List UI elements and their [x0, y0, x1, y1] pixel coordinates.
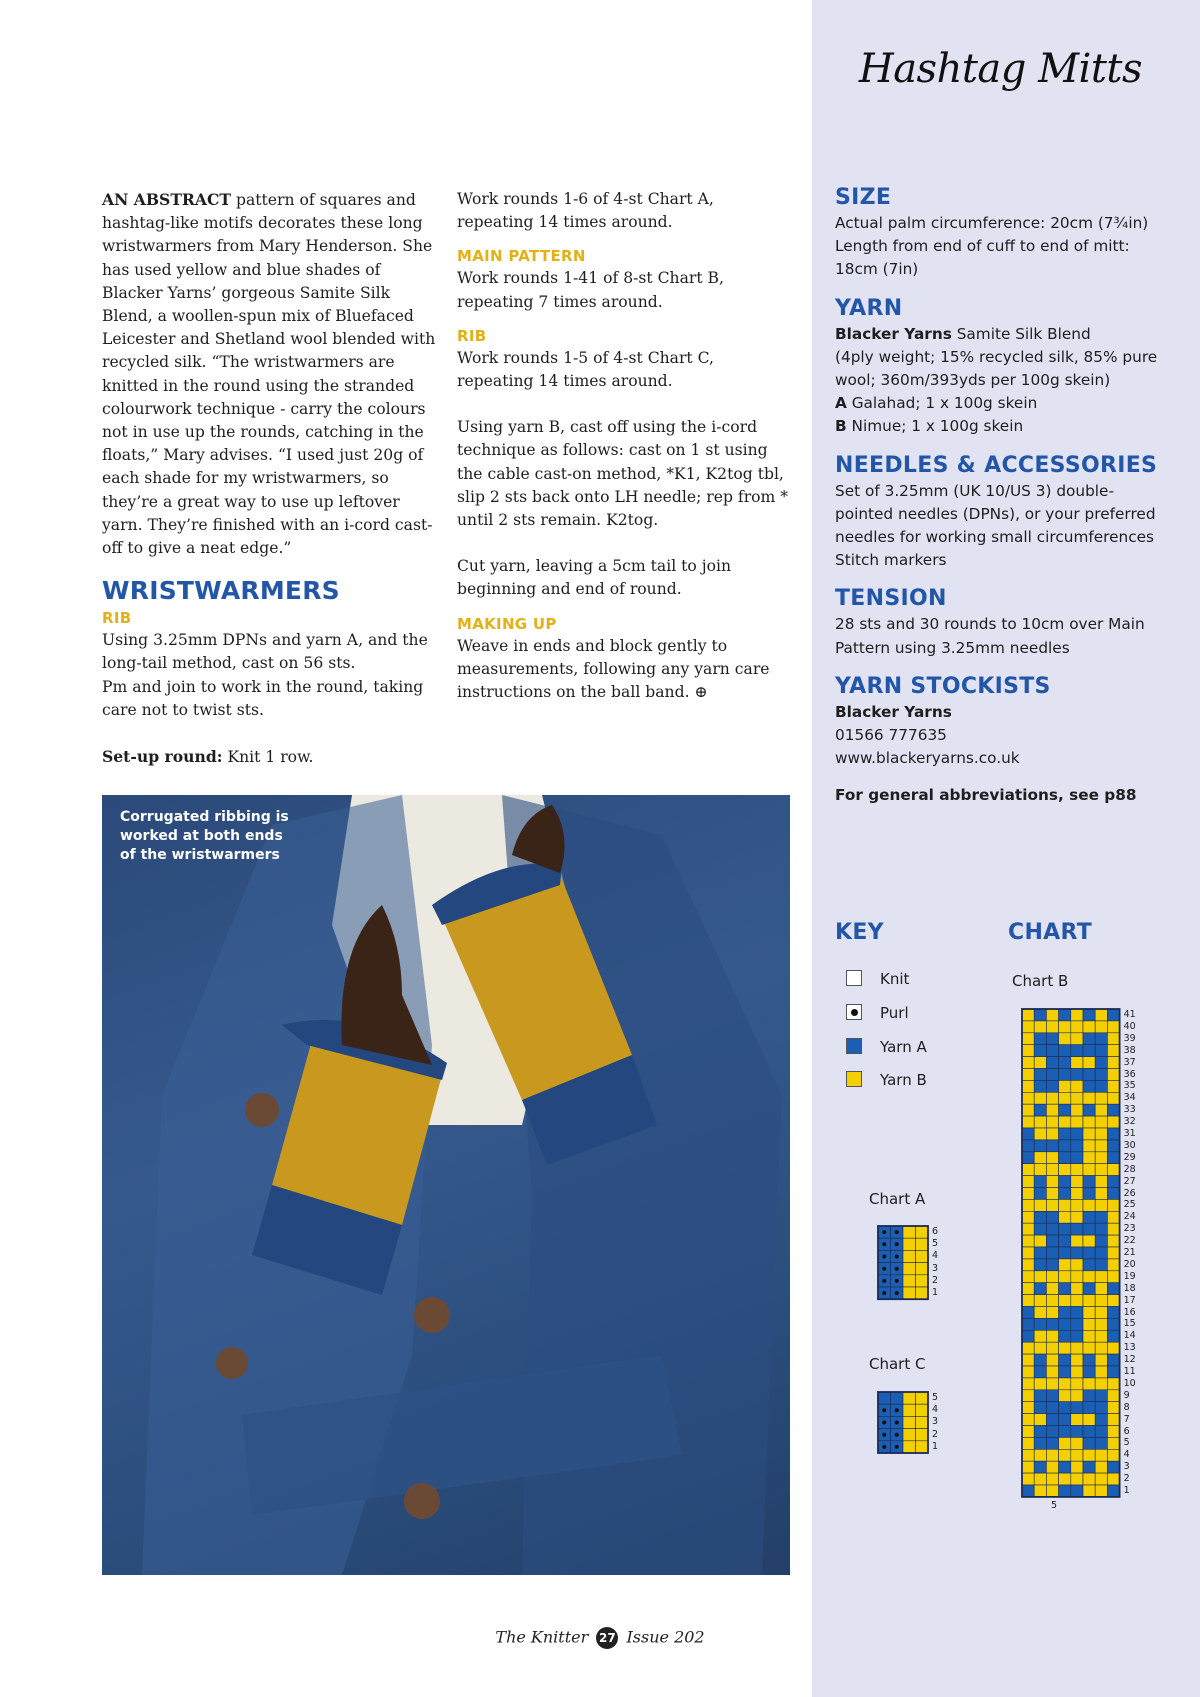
chart-b-row-label: 10 [1123, 1377, 1136, 1389]
cut-text: Cut yarn, leaving a 5cm tail to join beginning and end of round. [457, 557, 732, 599]
key-label: Knit [880, 970, 910, 988]
chart-b-row-label: 1 [1123, 1485, 1130, 1496]
intro-text: pattern of squares and hashtag-like motifs decorates these long wristwarmers from Mary Henderson. She has used yellow and blue shades of Blacker Yarns’ gorgeous Samite Silk Blend, a woollen-spun mix of Bluefaced Leicester and Shetland wool blended with recycled silk. “The wristwarmers are knitted in the round using the stranded colourwork technique - carry the colours not in use up the rounds, catching in the floats,” Mary advises. “I used just 20g of each shade for my wristwarmers, so they’re a great way to use up leftover yarn. They’re finished with an i-cord cast-off to give a neat edge.” [102, 191, 436, 558]
main-pattern-text: Work rounds 1-41 of 8-st Chart B, repeating 7 times around. [457, 269, 724, 311]
chart-b-row-label: 8 [1123, 1401, 1130, 1413]
chart-b-row-label: 7 [1123, 1413, 1130, 1425]
rib-heading-2: RIB [457, 326, 487, 345]
yarn-a-code: A [835, 394, 847, 413]
yarn-detail: (4ply weight; 15% recycled silk, 85% pure wool; 360m/393yds per 100g skein) [835, 347, 1158, 390]
chart-b-row-label: 31 [1123, 1128, 1136, 1139]
chart-b-row-label: 9 [1123, 1389, 1130, 1401]
chart-b-row-label: 22 [1123, 1235, 1136, 1247]
chart-b-row-label: 11 [1123, 1366, 1136, 1377]
abbreviations-note [835, 784, 1165, 807]
setup-round [102, 745, 436, 769]
chart-b-row-label: 33 [1123, 1104, 1136, 1116]
column-2 [457, 188, 795, 704]
page-footer [0, 1627, 1200, 1649]
needles-heading: NEEDLES & ACCESSORIES [835, 452, 1158, 478]
chart-a-instruction: Work rounds 1-6 of 4-st Chart A, repeating 14 times around. [457, 190, 714, 232]
making-up-text [457, 635, 795, 705]
page-number: 27 [596, 1627, 618, 1649]
chart-b-row-label: 35 [1123, 1080, 1136, 1092]
chart-b-row-label: 29 [1123, 1151, 1136, 1163]
key-heading: KEY [835, 920, 884, 945]
stockist-name [835, 701, 1165, 724]
abbreviations-note-text: For general abbreviations, see p88 [835, 786, 1137, 805]
section-heading: WRISTWARMERS [102, 576, 340, 606]
rib-text-2: Pm and join to work in the round, taking care not to twist sts. [102, 677, 424, 719]
sidebar-content [835, 184, 1165, 808]
stockist-phone: 01566 777635 [835, 726, 947, 745]
size-heading: SIZE [835, 185, 892, 210]
setup-label: Set-up round: [102, 747, 223, 767]
chart-b-row-label: 24 [1123, 1211, 1136, 1223]
chart-b-row-label: 25 [1123, 1199, 1136, 1211]
chart-c-row-label: 5 [932, 1392, 939, 1403]
chart-b-row-label: 12 [1123, 1354, 1136, 1366]
chart-c-row-label: 4 [932, 1404, 939, 1416]
column-1 [102, 188, 436, 769]
key-label: Yarn A [880, 1038, 927, 1056]
chart-a-row-label: 6 [932, 1226, 939, 1237]
intro-lead: AN ABSTRACT [102, 190, 231, 209]
chart-a-row-label: 4 [932, 1250, 939, 1262]
key-label: Purl [880, 1004, 909, 1022]
chart-a-label: Chart A [869, 1190, 926, 1208]
rib-heading: RIB [102, 609, 132, 628]
key-swatch [846, 1004, 862, 1020]
chart-b-row-label: 20 [1123, 1258, 1136, 1270]
chart-b-row-label: 26 [1123, 1187, 1136, 1199]
page-title: Hashtag Mitts [858, 46, 1142, 92]
needles-text: Set of 3.25mm (UK 10/US 3) double-pointed needles (DPNs), or your preferred needles for working small circumferences [835, 481, 1156, 547]
chart-c-label: Chart C [869, 1355, 926, 1373]
rib-text-1: Using 3.25mm DPNs and yarn A, and the long-tail method, cast on 56 sts. [102, 631, 428, 673]
yarn-a-text: Galahad; 1 x 100g skein [846, 394, 1038, 413]
stockist-name-text: Blacker Yarns [835, 702, 952, 721]
chart-b-row-label: 14 [1123, 1330, 1136, 1342]
chart-b-row-label: 27 [1123, 1175, 1136, 1187]
yarn-b-line [835, 415, 1165, 438]
chart-b-row-label: 38 [1123, 1044, 1136, 1056]
chart-heading: CHART [1008, 920, 1093, 945]
yarn-heading: YARN [835, 295, 903, 321]
making-up-body: Weave in ends and block gently to measurements, following any yarn care instructions on the ball band. [457, 636, 770, 702]
chart-b-row-label: 6 [1123, 1425, 1130, 1437]
chart-b-label: Chart B [1012, 972, 1069, 990]
tension-text: 28 sts and 30 rounds to 10cm over Main Pattern using 3.25mm needles [835, 615, 1145, 657]
chart-a-row-label: 3 [932, 1262, 939, 1274]
chart-b-row-label: 32 [1123, 1116, 1136, 1128]
chart-b-row-label: 15 [1123, 1318, 1136, 1330]
intro-paragraph [102, 188, 436, 560]
chart-b-row-label: 40 [1123, 1020, 1136, 1032]
chart-a-row-label: 1 [932, 1287, 939, 1298]
photo-caption: Corrugated ribbing is worked at both ends of the wristwarmers [120, 809, 289, 863]
chart-b-row-label: 5 [1123, 1437, 1130, 1449]
size-line-1: Actual palm circumference: 20cm (7¾in) [835, 214, 1149, 232]
main-pattern-heading: MAIN PATTERN [457, 247, 586, 266]
key-swatch [846, 1038, 862, 1054]
tension-heading: TENSION [835, 586, 947, 612]
chart-a-row-label: 5 [932, 1238, 939, 1250]
rib-text-3: Work rounds 1-5 of 4-st Chart C, repeating 14 times around. [457, 348, 714, 391]
chart-b-row-label: 13 [1123, 1342, 1136, 1354]
chart-b-row-label: 39 [1123, 1032, 1136, 1044]
end-mark-icon: ⊕ [694, 683, 708, 702]
magazine-name: The Knitter [495, 1627, 589, 1647]
chart-b-row-label: 4 [1123, 1449, 1130, 1461]
chart-b-row-label: 37 [1123, 1056, 1136, 1068]
chart-c-row-label: 3 [932, 1416, 939, 1428]
chart-b-row-label: 19 [1123, 1270, 1136, 1282]
chart-a-row-label: 2 [932, 1274, 939, 1286]
stockists-heading: YARN STOCKISTS [835, 673, 1051, 699]
chart-b-row-label: 28 [1123, 1163, 1136, 1175]
chart-b-row-label: 18 [1123, 1282, 1136, 1294]
chart-b-stitch-label: 5 [1051, 1500, 1058, 1511]
needles-text-2: Stitch markers [835, 551, 947, 570]
yarn-line [835, 323, 1165, 346]
chart-b-row-label: 16 [1123, 1306, 1136, 1318]
chart-b-row-label: 41 [1123, 1009, 1136, 1020]
chart-c-row-label: 1 [932, 1440, 939, 1452]
chart-c-row-label: 2 [932, 1428, 939, 1440]
key-swatch [846, 1071, 862, 1087]
chart-b-row-label: 2 [1123, 1473, 1130, 1485]
making-up-heading: MAKING UP [457, 614, 557, 633]
chart-b-row-label: 30 [1123, 1139, 1136, 1151]
castoff-text: Using yarn B, cast off using the i-cord technique as follows: cast on 1 st using the cable cast-on method, *K1, K2tog tbl, slip 2 sts back onto LH needle; rep from * until 2 sts remain. K2tog. [457, 418, 789, 530]
yarn-name: Samite Silk Blend [951, 324, 1091, 343]
purl-dot-icon [851, 1009, 858, 1016]
yarn-b-code: B [835, 417, 847, 436]
setup-text: Knit 1 row. [222, 748, 314, 767]
yarn-brand: Blacker Yarns [835, 324, 952, 343]
photo-illustration [102, 795, 790, 1575]
key-swatch [846, 970, 862, 986]
stockist-web[interactable]: www.blackeryarns.co.uk [835, 749, 1020, 768]
chart-b-row-label: 34 [1123, 1092, 1136, 1104]
chart-b-row-label: 3 [1123, 1461, 1130, 1473]
yarn-a-line [835, 392, 1165, 415]
chart-b-row-label: 23 [1123, 1223, 1136, 1235]
chart-b-row-label: 36 [1123, 1068, 1136, 1080]
yarn-b-text: Nimue; 1 x 100g skein [846, 417, 1024, 436]
issue-number: Issue 202 [626, 1627, 705, 1647]
key-label: Yarn B [880, 1071, 927, 1089]
chart-b-row-label: 17 [1123, 1294, 1136, 1306]
chart-b-row-label: 21 [1123, 1247, 1136, 1258]
size-line-2: Length from end of cuff to end of mitt: 18cm (7in) [835, 237, 1130, 279]
photo-wristwarmers [102, 795, 790, 1575]
